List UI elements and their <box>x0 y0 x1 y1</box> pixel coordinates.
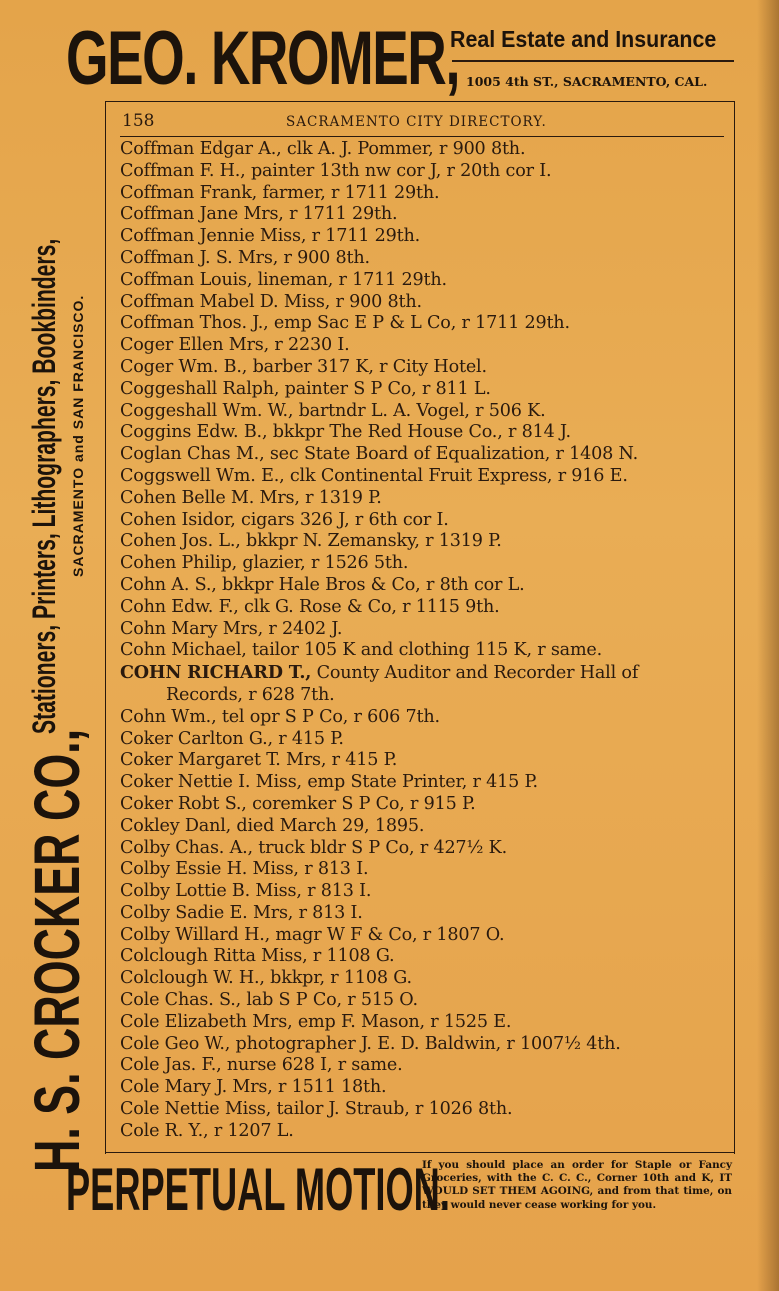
directory-entry: Cole Chas. S., lab S P Co, r 515 O. <box>120 990 418 1011</box>
directory-entry: Coffman Mabel D. Miss, r 900 8th. <box>120 291 422 312</box>
frame-top-rule <box>105 101 734 102</box>
directory-entry: Cohen Belle M. Mrs, r 1319 P. <box>120 487 382 508</box>
directory-entry: Coggins Edw. B., bkkpr The Red House Co., r 814 J. <box>120 422 571 443</box>
directory-entry: Coffman Frank, farmer, r 1711 29th. <box>120 182 440 203</box>
directory-entry: Cole R. Y., r 1207 L. <box>120 1120 294 1141</box>
directory-entry: Colby Sadie E. Mrs, r 813 I. <box>120 902 363 923</box>
directory-entry-bold <box>120 662 728 685</box>
directory-entry: Coggswell Wm. E., clk Continental Fruit Express, r 916 E. <box>120 465 628 486</box>
directory-entry: Coglan Chas M., sec State Board of Equalization, r 1408 N. <box>120 444 638 465</box>
banner-trades: Stationers, Printers, Lithographers, Bookbinders, <box>26 238 62 734</box>
vertical-banner-ad <box>10 12 120 1172</box>
directory-entry: Coker Carlton G., r 415 P. <box>120 728 344 749</box>
header-divider <box>452 60 734 62</box>
header-business-block <box>450 26 740 53</box>
directory-entry: Coffman Jane Mrs, r 1711 29th. <box>120 204 398 225</box>
directory-entry: Coger Ellen Mrs, r 2230 I. <box>120 335 350 356</box>
directory-entry: Cohen Jos. L., bkkpr N. Zemansky, r 1319 P. <box>120 531 502 552</box>
banner-cities: SACRAMENTO and SAN FRANCISCO. <box>70 294 86 577</box>
directory-entry: Coffman Jennie Miss, r 1711 29th. <box>120 226 420 247</box>
directory-entry: Coker Nettie I. Miss, emp State Printer, r 415 P. <box>120 772 538 793</box>
directory-entry: Coker Robt S., coremker S P Co, r 915 P. <box>120 793 476 814</box>
directory-entry: Coggeshall Wm. W., bartndr L. A. Vogel, r 506 K. <box>120 400 546 421</box>
directory-entry: Cohn A. S., bkkpr Hale Bros & Co, r 8th cor L. <box>120 574 525 595</box>
header-address: 1005 4th ST., SACRAMENTO, CAL. <box>466 74 708 89</box>
footer-ad-text: If you should place an order for Staple or Fancy Groceries, with the C. C. C., Corner 10th and K, IT WOULD SET THEM AGOING, and from that time, on they would never cease working for you. <box>422 1159 732 1211</box>
frame-bottom-rule <box>105 1152 734 1153</box>
directory-entry: Cohn Mary Mrs, r 2402 J. <box>120 618 343 639</box>
directory-entry: Coker Margaret T. Mrs, r 415 P. <box>120 750 398 771</box>
directory-entry: Cole Elizabeth Mrs, emp F. Mason, r 1525 E. <box>120 1011 512 1032</box>
header-business-line: Real Estate and Insurance <box>450 26 717 52</box>
directory-entry: Cole Geo W., photographer J. E. D. Baldwin, r 1007½ 4th. <box>120 1033 621 1054</box>
directory-entry: Colby Chas. A., truck bldr S P Co, r 427½ K. <box>120 837 508 858</box>
page-edge-shadow <box>757 0 779 1291</box>
directory-entry: Colby Willard H., magr W F & Co, r 1807 O. <box>120 924 505 945</box>
directory-entry: Cohn Wm., tel opr S P Co, r 606 7th. <box>120 706 440 727</box>
directory-entry: Coggeshall Ralph, painter S P Co, r 811 L. <box>120 378 491 399</box>
directory-entry: Colclough Ritta Miss, r 1108 G. <box>120 946 395 967</box>
directory-entry: Coger Wm. B., barber 317 K, r City Hotel. <box>120 356 487 377</box>
directory-entry: Cohen Philip, glazier, r 1526 5th. <box>120 553 409 574</box>
directory-entry: Cole Nettie Miss, tailor J. Straub, r 1026 8th. <box>120 1099 513 1120</box>
bold-entry-name: COHN RICHARD T., <box>120 662 312 684</box>
directory-entry: Cohen Isidor, cigars 326 J, r 6th cor I. <box>120 509 449 530</box>
bold-entry-rest: County Auditor and Recorder Hall of <box>311 663 639 684</box>
directory-entry: Cole Jas. F., nurse 628 I, r same. <box>120 1055 403 1076</box>
page-number: 158 <box>122 111 155 131</box>
header-advertiser-name: GEO. KROMER, <box>66 16 460 101</box>
directory-entry: Coffman Louis, lineman, r 1711 29th. <box>120 269 447 290</box>
directory-entry: Colby Essie H. Miss, r 813 I. <box>120 859 369 880</box>
footer-headline: PERPETUAL MOTION. <box>66 1156 450 1223</box>
directory-entry-continuation: Records, r 628 7th. <box>166 684 335 705</box>
directory-entry: Coffman J. S. Mrs, r 900 8th. <box>120 247 370 268</box>
directory-entry: Coffman F. H., painter 13th nw cor J, r 20th cor I. <box>120 160 552 181</box>
directory-entry: Cohn Michael, tailor 105 K and clothing 115 K, r same. <box>120 640 603 661</box>
directory-entry: Cokley Danl, died March 29, 1895. <box>120 815 425 836</box>
running-head-rule <box>120 136 724 137</box>
page-title: SACRAMENTO CITY DIRECTORY. <box>286 114 547 130</box>
directory-entry: Cole Mary J. Mrs, r 1511 18th. <box>120 1077 387 1098</box>
directory-entry: Colclough W. H., bkkpr, r 1108 G. <box>120 968 412 989</box>
directory-entry: Cohn Edw. F., clk G. Rose & Co, r 1115 9th. <box>120 596 500 617</box>
directory-entry: Coffman Thos. J., emp Sac E P & L Co, r 1711 29th. <box>120 313 570 334</box>
directory-entry: Coffman Edgar A., clk A. J. Pommer, r 900 8th. <box>120 139 526 159</box>
directory-entry: Colby Lottie B. Miss, r 813 I. <box>120 881 372 902</box>
directory-entries <box>120 139 728 1143</box>
banner-company-name: H. S. CROCKER CO., <box>21 728 93 1172</box>
